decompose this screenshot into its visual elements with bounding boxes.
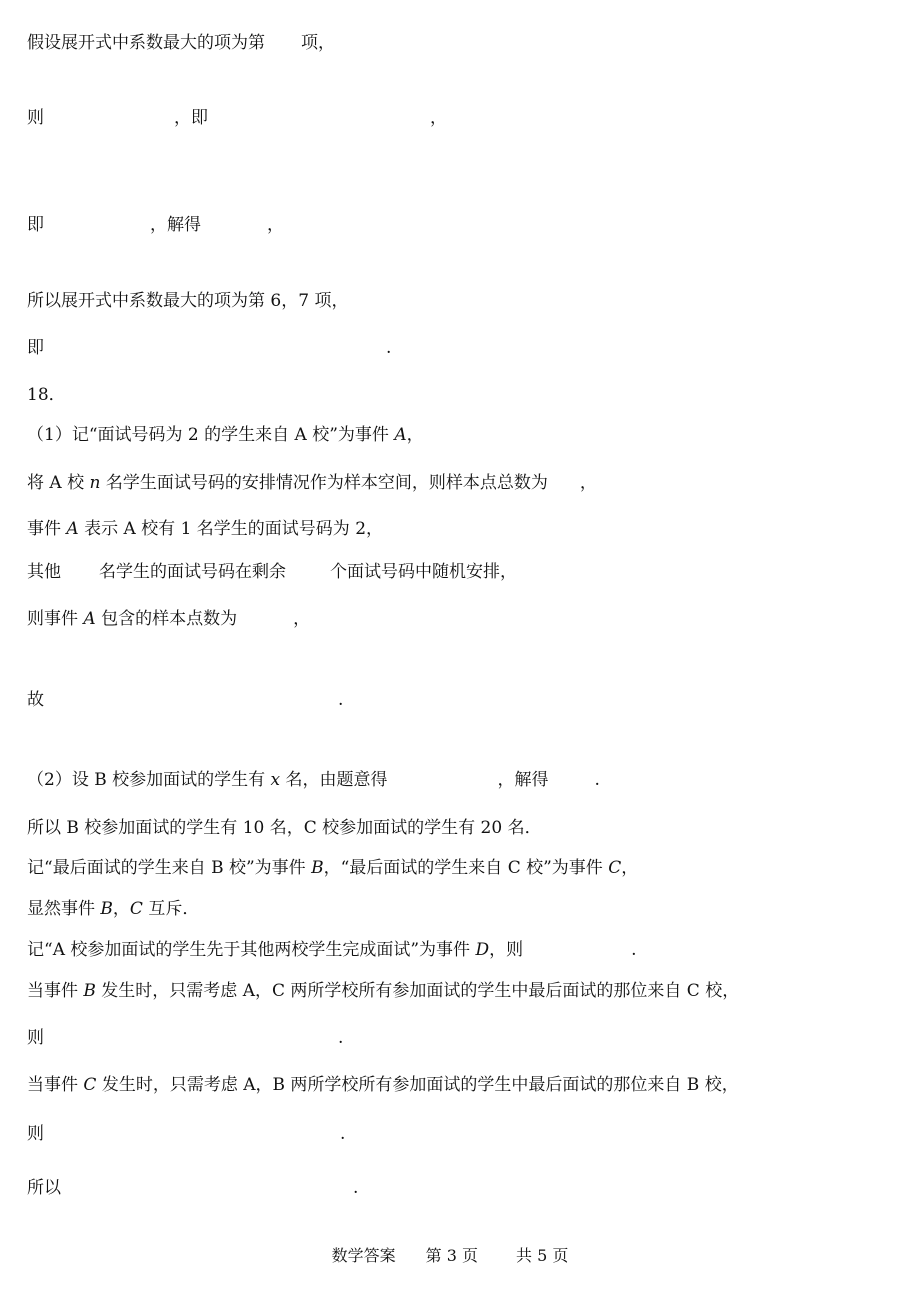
text: .: [594, 770, 600, 790]
text: 则事件: [27, 609, 84, 629]
text: 表示 A 校有 1 名学生的面试号码为 2，: [78, 519, 384, 539]
text: 即: [27, 338, 44, 358]
line-events-b-c: [27, 857, 638, 879]
line-solve: [27, 214, 284, 236]
footer-total-pages: 共 5 页: [516, 1246, 569, 1265]
text: 故: [27, 690, 44, 710]
math-var: B: [311, 858, 324, 878]
text: 记“A 校参加面试的学生先于其他两校学生完成面试”为事件: [27, 940, 476, 960]
text: .: [338, 1028, 344, 1048]
line-mutually-exclusive: [27, 898, 199, 920]
line-other-students: [27, 561, 517, 583]
text: 记“最后面试的学生来自 B 校”为事件: [27, 858, 312, 878]
text: 当事件: [27, 981, 84, 1001]
math-var: x: [270, 770, 281, 790]
line-school-counts: [27, 817, 542, 839]
line-case-c-prob: [27, 1123, 345, 1145]
math-var: n: [89, 473, 101, 493]
math-var: C: [129, 899, 143, 919]
text: 互斥．: [142, 899, 200, 919]
text: .: [338, 690, 344, 710]
text: ，“最后面试的学生来自 C 校”为事件: [323, 858, 609, 878]
line-sample-space: [27, 472, 597, 494]
text: .: [631, 940, 637, 960]
text: 当事件: [27, 1075, 84, 1095]
math-var: A: [394, 425, 407, 445]
text: 18．: [27, 385, 66, 405]
text: ，: [579, 473, 597, 493]
line-event-a-meaning: [27, 518, 383, 540]
line-sample-points-a: [27, 608, 310, 630]
text: ，: [112, 899, 130, 919]
text: 发生时，只需考虑 A，B 两所学校所有参加面试的学生中最后面试的那位来自 B 校，: [96, 1075, 739, 1095]
text: .: [386, 338, 392, 358]
text: 则: [27, 1028, 44, 1048]
text: ，解得: [150, 215, 201, 235]
footer-subject: 数学答案: [331, 1246, 396, 1265]
text: 假设展开式中系数最大的项为第: [27, 33, 265, 53]
text: 个面试号码中随机安排，: [330, 562, 517, 582]
text: 显然事件: [27, 899, 101, 919]
line-assume-max-term: [27, 32, 335, 54]
text: （2）设 B 校参加面试的学生有: [27, 770, 271, 790]
line-conclusion-terms: [27, 290, 348, 312]
text: ，: [267, 215, 284, 235]
text: 所以展开式中系数最大的项为第 6，7 项，: [27, 291, 349, 311]
text: 即: [27, 215, 44, 235]
line-terms-result: [27, 337, 391, 359]
math-var: C: [608, 858, 622, 878]
text: 所以 B 校参加面试的学生有 10 名，C 校参加面试的学生有 20 名．: [27, 818, 542, 838]
line-part1-event: [27, 424, 424, 446]
text: 则: [27, 108, 44, 128]
math-var: B: [100, 899, 113, 919]
text: .: [340, 1124, 346, 1144]
text: 则: [27, 1124, 44, 1144]
text: ，: [621, 858, 639, 878]
text: ，: [430, 108, 447, 128]
text: 名学生面试号码的安排情况作为样本空间，则样本点总数为: [100, 473, 548, 493]
line-final-result: [27, 1177, 358, 1199]
text: 其他: [27, 562, 61, 582]
math-var: D: [475, 940, 490, 960]
text: .: [353, 1178, 359, 1198]
text: 事件: [27, 519, 67, 539]
line-probability-a: [27, 689, 343, 711]
text: 发生时，只需考虑 A，C 两所学校所有参加面试的学生中最后面试的那位来自 C 校，: [95, 981, 740, 1001]
text: ，: [293, 609, 311, 629]
text: ，即: [174, 108, 208, 128]
line-part2-setup: [27, 769, 600, 791]
text: 所以: [27, 1178, 61, 1198]
text: 包含的样本点数为: [95, 609, 238, 629]
math-var: C: [83, 1075, 97, 1095]
text: 项，: [301, 33, 335, 53]
line-case-b-prob: [27, 1027, 343, 1049]
text: 将 A 校: [27, 473, 90, 493]
question-number-18: [27, 384, 66, 406]
text: 名，由题意得: [280, 770, 388, 790]
text: ，解得: [497, 770, 549, 790]
text: 名学生的面试号码在剩余: [99, 562, 286, 582]
math-var: A: [66, 519, 79, 539]
line-event-d: [27, 939, 637, 961]
footer-page-number: 第 3 页: [425, 1246, 478, 1265]
page-footer: [0, 1246, 900, 1266]
line-case-c: [27, 1074, 739, 1096]
text: ，则: [489, 940, 524, 960]
math-var: B: [83, 981, 96, 1001]
line-case-b: [27, 980, 739, 1002]
text: （1）记“面试号码为 2 的学生来自 A 校”为事件: [27, 425, 395, 445]
math-var: A: [83, 609, 96, 629]
line-inequality: [27, 107, 447, 129]
text: ，: [406, 425, 424, 445]
